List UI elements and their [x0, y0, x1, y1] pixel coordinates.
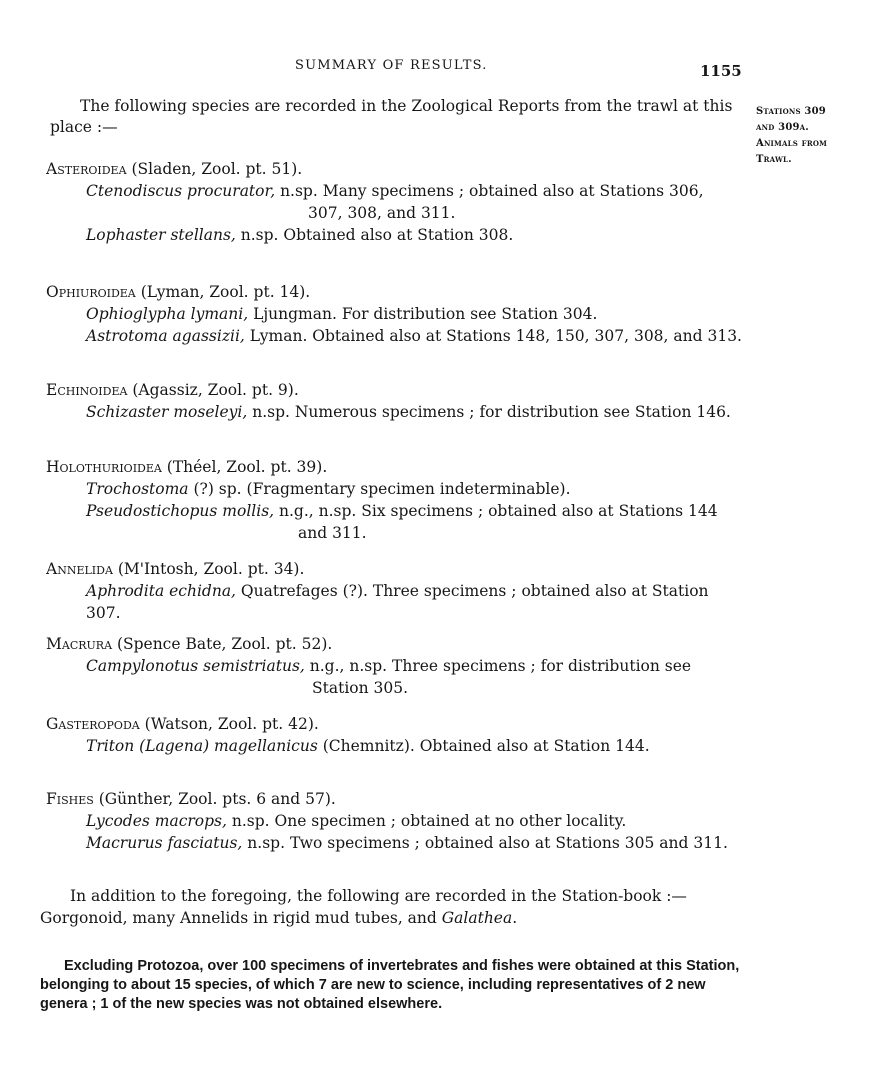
species-text: Lyman. Obtained also at Stations 148, 150, 307, 308, and 313. [244, 327, 742, 345]
group-ref: (Sladen, Zool. pt. 51). [126, 160, 303, 178]
species-name: Campylonotus semistriatus, [86, 657, 305, 675]
species-text: n.sp. One specimen ; obtained at no other locality. [226, 812, 627, 830]
group-name: Ophiuroidea [46, 283, 136, 301]
species-text: n.sp. Numerous specimens ; for distribution see Station 146. [247, 403, 731, 421]
group-ref: (Agassiz, Zool. pt. 9). [127, 381, 299, 399]
species-name: Trochostoma [86, 480, 189, 498]
species-text: Ljungman. For distribution see Station 304. [248, 305, 598, 323]
station-book-paragraph [40, 885, 750, 929]
group-title [46, 558, 746, 580]
group-title [46, 713, 746, 735]
group-ref: (Théel, Zool. pt. 39). [161, 458, 328, 476]
species-text: (?) sp. (Fragmentary specimen indeterminable). [188, 480, 571, 498]
species-entry [86, 303, 746, 325]
species-text-cont: and 311. [298, 524, 367, 542]
species-entry [86, 180, 746, 224]
group-echinoidea [46, 379, 746, 423]
species-name: Aphrodita echidna, [86, 582, 236, 600]
species-entry [86, 810, 746, 832]
species-name: Schizaster moseleyi, [86, 403, 248, 421]
group-ophiuroidea [46, 281, 746, 347]
species-name: Astrotoma agassizii, [86, 327, 245, 345]
species-text: n.g., n.sp. Six specimens ; obtained also at Stations 144 [274, 502, 718, 520]
intro-paragraph: The following species are recorded in the Zoological Reports from the trawl at this place :— [50, 97, 733, 136]
species-name: Lycodes macrops, [86, 812, 227, 830]
group-holothurioidea [46, 456, 746, 544]
group-name: Macrura [46, 635, 113, 653]
group-title [46, 633, 746, 655]
species-text-cont: Station 305. [312, 679, 409, 697]
species-entry [86, 655, 746, 699]
group-name: Holothurioidea [46, 458, 162, 476]
group-name: Asteroidea [46, 160, 127, 178]
group-ref: (Lyman, Zool. pt. 14). [135, 283, 311, 301]
margin-note-line: Trawl. [756, 154, 792, 165]
species-text: (Chemnitz). Obtained also at Station 144. [317, 737, 650, 755]
group-title [46, 456, 746, 478]
group-ref: (Watson, Zool. pt. 42). [139, 715, 319, 733]
group-title [46, 281, 746, 303]
margin-note-line: and 309a. [756, 122, 809, 133]
species-text: n.sp. Many specimens ; obtained also at Stations 306, [275, 182, 704, 200]
species-name: Pseudostichopus mollis, [86, 502, 275, 520]
species-name: Ophioglypha lymani, [86, 305, 249, 323]
species-entry [86, 735, 746, 757]
species-name: Ctenodiscus procurator, [86, 182, 276, 200]
group-macrura [46, 633, 746, 699]
group-ref: (Spence Bate, Zool. pt. 52). [112, 635, 333, 653]
addition-text: In addition to the foregoing, the following are recorded in the Station-book :— Gorgonoid, many Annelids in rigid mud tubes, and [40, 887, 687, 927]
species-text: n.sp. Two specimens ; obtained also at Stations 305 and 311. [242, 834, 728, 852]
species-text: Quatrefages (?). Three specimens ; obtained also at Station 307. [86, 582, 709, 622]
species-name: Macrurus fasciatus, [86, 834, 243, 852]
margin-note [756, 104, 866, 168]
group-title [46, 379, 746, 401]
group-title [46, 788, 746, 810]
page-number: 1155 [700, 62, 742, 80]
species-entry [86, 832, 746, 854]
species-text: n.g., n.sp. Three specimens ; for distribution see [304, 657, 692, 675]
group-ref: (M'Intosh, Zool. pt. 34). [112, 560, 305, 578]
group-name: Annelida [46, 560, 113, 578]
summary-paragraph: Excluding Protozoa, over 100 specimens of invertebrates and fishes were obtained at this Station, belonging to about 15 species, of which 7 are new to science, including representatives of 2 new genera ; 1 of the new species was not obtained elsewhere. [40, 958, 740, 1012]
species-entry [86, 500, 746, 544]
group-title [46, 158, 746, 180]
species-entry [86, 580, 746, 624]
species-entry [86, 325, 746, 347]
group-fishes [46, 788, 746, 854]
group-asteroidea [46, 158, 746, 246]
species-entry [86, 401, 746, 423]
species-entry [86, 478, 746, 500]
running-header: SUMMARY OF RESULTS. [295, 58, 488, 73]
species-name: Triton (Lagena) magellanicus [86, 737, 318, 755]
addition-italic: Galathea [441, 909, 513, 927]
group-name: Echinoidea [46, 381, 128, 399]
group-annelida [46, 558, 746, 624]
margin-note-line: Animals from [756, 138, 828, 149]
group-name: Gasteropoda [46, 715, 140, 733]
species-entry [86, 224, 746, 246]
group-ref: (Günther, Zool. pts. 6 and 57). [93, 790, 336, 808]
group-name: Fishes [46, 790, 94, 808]
addition-end: . [512, 909, 518, 927]
margin-note-line: Stations 309 [756, 106, 826, 117]
group-gasteropoda [46, 713, 746, 757]
species-text-cont: 307, 308, and 311. [308, 204, 456, 222]
species-name: Lophaster stellans, [86, 226, 236, 244]
species-text: n.sp. Obtained also at Station 308. [235, 226, 514, 244]
